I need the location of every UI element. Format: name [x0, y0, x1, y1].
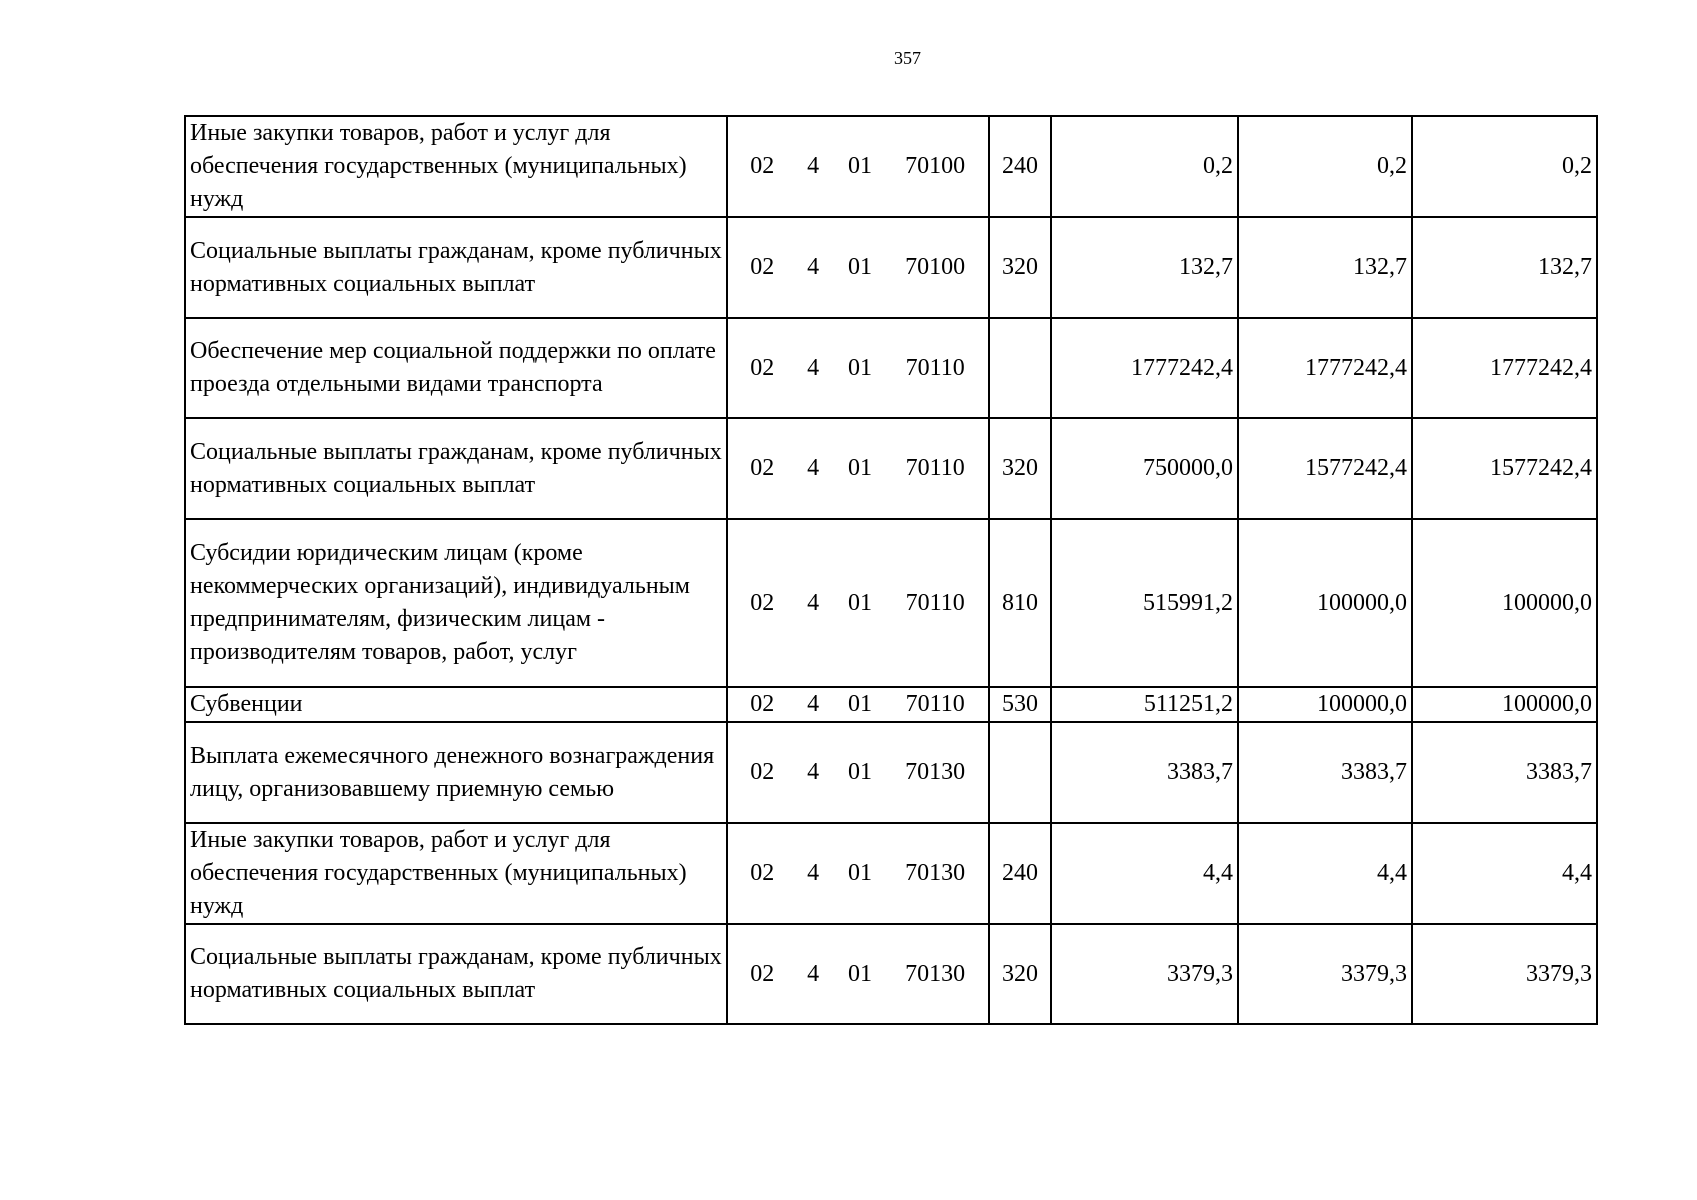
- row-amount-1-cell: 1777242,4: [1051, 318, 1238, 418]
- row-codes-cell: [727, 318, 989, 418]
- row-name-cell: Обеспечение мер социальной поддержки по оплате проезда отдельными видами транспорта: [185, 318, 727, 418]
- row-amount-2-cell: 3383,7: [1238, 722, 1412, 823]
- row-codes-group: [732, 587, 984, 620]
- row-codes-cell: [727, 722, 989, 823]
- row-code3: 01: [847, 254, 872, 280]
- row-codes-cell: [727, 823, 989, 924]
- row-code4: 70110: [905, 589, 965, 616]
- table-row: [185, 418, 1597, 519]
- budget-table-container: [184, 115, 1598, 1025]
- row-code4: 70130: [905, 759, 966, 785]
- row-code3: 01: [847, 860, 872, 886]
- table-row: [185, 924, 1597, 1024]
- row-codes-cell: [727, 924, 989, 1024]
- row-amount-1-cell: 132,7: [1051, 217, 1238, 318]
- row-code3: 01: [847, 354, 872, 381]
- row-name-cell: Выплата ежемесячного денежного вознаграждения лицу, организовавшему приемную семью: [185, 722, 727, 823]
- row-amount-2-cell: 4,4: [1238, 823, 1412, 924]
- row-amount-2-cell: 132,7: [1238, 217, 1412, 318]
- row-expense-type-cell: 320: [989, 217, 1051, 318]
- row-codes-cell: [727, 418, 989, 519]
- row-amount-1-cell: 3383,7: [1051, 722, 1238, 823]
- row-code4: 70100: [905, 153, 966, 179]
- row-code4: 70110: [905, 455, 965, 481]
- row-code1: 02: [750, 759, 775, 785]
- row-expense-type-cell: 320: [989, 924, 1051, 1024]
- row-amount-1-cell: 515991,2: [1051, 519, 1238, 687]
- table-row: [185, 116, 1597, 217]
- row-code1: 02: [750, 354, 775, 381]
- row-amount-3-cell: 4,4: [1412, 823, 1597, 924]
- row-code2: 4: [807, 860, 820, 886]
- row-amount-1-cell: 0,2: [1051, 116, 1238, 217]
- row-code4: 70130: [905, 860, 966, 886]
- row-codes-group: [732, 352, 984, 385]
- page-number: 357: [894, 48, 921, 68]
- row-amount-3-cell: 3383,7: [1412, 722, 1597, 823]
- row-amount-2-cell: 3379,3: [1238, 924, 1412, 1024]
- row-amount-3-cell: 3379,3: [1412, 924, 1597, 1024]
- row-code1: 02: [750, 455, 775, 481]
- row-amount-3-cell: 1577242,4: [1412, 418, 1597, 519]
- row-code3: 01: [847, 153, 872, 179]
- row-expense-type-cell: 810: [989, 519, 1051, 687]
- table-row: [185, 687, 1597, 722]
- row-amount-1-cell: 750000,0: [1051, 418, 1238, 519]
- row-code2: 4: [807, 759, 820, 785]
- row-code1: 02: [750, 589, 775, 616]
- row-amount-2-cell: 1577242,4: [1238, 418, 1412, 519]
- row-amount-1-cell: 511251,2: [1051, 687, 1238, 722]
- row-codes-group: [732, 688, 984, 721]
- row-name-cell: Субсидии юридическим лицам (кроме некоммерческих организаций), индивидуальным предпринимателям, физическим лицам - производителям товаров, работ, услуг: [185, 519, 727, 687]
- row-amount-2-cell: 1777242,4: [1238, 318, 1412, 418]
- row-codes-group: [732, 150, 984, 183]
- row-codes-group: [732, 452, 984, 485]
- row-expense-type-cell: [989, 318, 1051, 418]
- row-amount-3-cell: 0,2: [1412, 116, 1597, 217]
- row-codes-cell: [727, 217, 989, 318]
- row-amount-2-cell: 0,2: [1238, 116, 1412, 217]
- row-code4: 70130: [905, 960, 966, 987]
- budget-table-body: [185, 116, 1597, 1024]
- row-code3: 01: [847, 589, 872, 616]
- row-amount-3-cell: 100000,0: [1412, 687, 1597, 722]
- row-amount-1-cell: 4,4: [1051, 823, 1238, 924]
- row-code2: 4: [807, 455, 820, 481]
- row-amount-1-cell: 3379,3: [1051, 924, 1238, 1024]
- row-code1: 02: [750, 153, 775, 179]
- row-code3: 01: [847, 455, 872, 481]
- row-name-cell: Социальные выплаты гражданам, кроме публичных нормативных социальных выплат: [185, 418, 727, 519]
- row-name-cell: Социальные выплаты гражданам, кроме публичных нормативных социальных выплат: [185, 924, 727, 1024]
- row-code2: 4: [807, 153, 820, 179]
- row-name-cell: Иные закупки товаров, работ и услуг для обеспечения государственных (муниципальных) нужд: [185, 823, 727, 924]
- row-codes-group: [732, 857, 984, 890]
- row-codes-group: [732, 756, 984, 789]
- table-row: [185, 823, 1597, 924]
- row-code2: 4: [807, 960, 820, 987]
- row-code4: 70110: [905, 354, 965, 381]
- row-expense-type-cell: 320: [989, 418, 1051, 519]
- row-code1: 02: [750, 691, 775, 717]
- row-codes-cell: [727, 687, 989, 722]
- row-name-cell: Социальные выплаты гражданам, кроме публичных нормативных социальных выплат: [185, 217, 727, 318]
- table-row: [185, 722, 1597, 823]
- row-code3: 01: [847, 759, 872, 785]
- row-amount-2-cell: 100000,0: [1238, 519, 1412, 687]
- row-codes-group: [732, 251, 984, 284]
- row-amount-3-cell: 132,7: [1412, 217, 1597, 318]
- table-row: [185, 519, 1597, 687]
- row-code2: 4: [807, 254, 820, 280]
- row-codes-group: [732, 958, 984, 991]
- row-code3: 01: [847, 960, 872, 987]
- row-name-cell: Иные закупки товаров, работ и услуг для обеспечения государственных (муниципальных) нужд: [185, 116, 727, 217]
- row-amount-3-cell: 1777242,4: [1412, 318, 1597, 418]
- row-expense-type-cell: [989, 722, 1051, 823]
- row-expense-type-cell: 530: [989, 687, 1051, 722]
- row-expense-type-cell: 240: [989, 116, 1051, 217]
- row-name-cell: Субвенции: [185, 687, 727, 722]
- budget-table: [184, 115, 1598, 1025]
- row-code2: 4: [807, 589, 820, 616]
- row-amount-2-cell: 100000,0: [1238, 687, 1412, 722]
- row-code4: 70100: [905, 254, 966, 280]
- row-expense-type-cell: 240: [989, 823, 1051, 924]
- row-code1: 02: [750, 960, 775, 987]
- row-codes-cell: [727, 116, 989, 217]
- row-codes-cell: [727, 519, 989, 687]
- table-row: [185, 217, 1597, 318]
- row-code1: 02: [750, 254, 775, 280]
- row-amount-3-cell: 100000,0: [1412, 519, 1597, 687]
- row-code2: 4: [807, 691, 820, 717]
- table-row: [185, 318, 1597, 418]
- row-code4: 70110: [905, 691, 965, 717]
- row-code3: 01: [847, 691, 872, 717]
- row-code1: 02: [750, 860, 775, 886]
- row-code2: 4: [807, 354, 820, 381]
